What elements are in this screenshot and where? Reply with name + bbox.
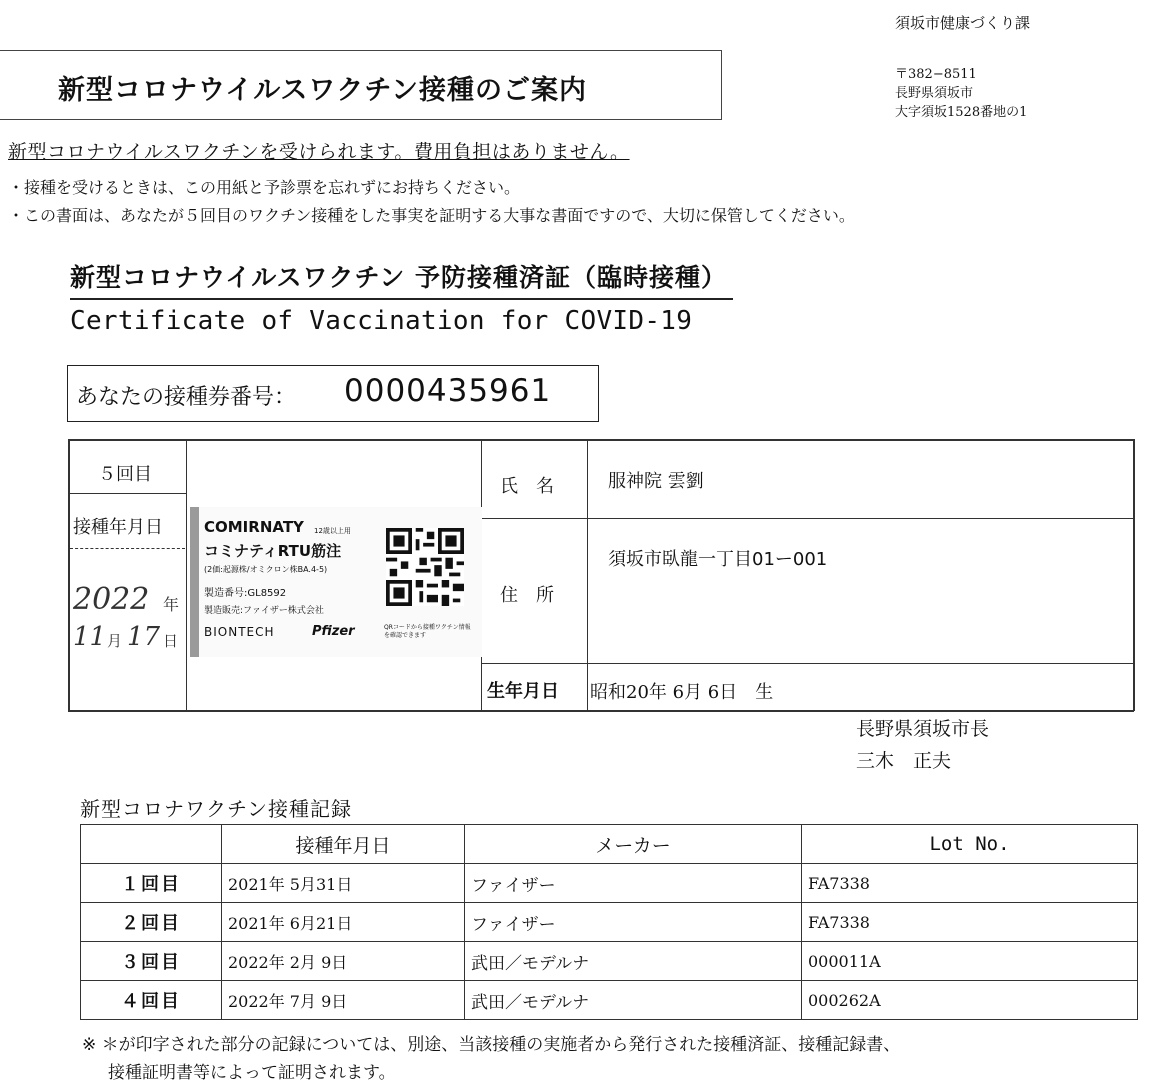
issuer-title: 長野県須坂市長 (856, 718, 990, 740)
sticker-product: コミナティRTU筋注 (204, 542, 342, 560)
handwritten-day: 17 (127, 622, 161, 652)
table-divider-address (481, 663, 1134, 664)
handwritten-month: 11 (73, 622, 107, 652)
department-name: 須坂市健康づくり課 (895, 14, 1031, 32)
row-lot: 000262A (802, 981, 1138, 1020)
row-date: 2022年 2月 9日 (222, 942, 465, 981)
row-date: 2022年 7月 9日 (222, 981, 465, 1020)
row-date: 2021年 5月31日 (222, 864, 465, 903)
table-divider-dashed (70, 548, 185, 549)
sticker-brand: COMIRNATY (204, 518, 304, 536)
ticket-number: 0000435961 (344, 373, 552, 409)
birthdate-label: 生年月日 (487, 681, 559, 702)
issuer-name: 三木 正夫 (856, 750, 952, 772)
row-label: ４回目 (81, 981, 222, 1020)
table-border-bottom (68, 710, 1134, 712)
table-divider-name (481, 518, 1134, 519)
sticker-edge (190, 507, 199, 657)
certificate-title-ja: 新型コロナウイルスワクチン 予防接種済証（臨時接種） (70, 258, 733, 300)
row-lot: FA7338 (802, 903, 1138, 942)
vaccination-date-label: 接種年月日 (73, 517, 163, 538)
address-value: 須坂市臥龍一丁目01ー001 (608, 549, 828, 570)
table-divider-col1 (186, 439, 187, 711)
birthdate-value: 昭和20年 6月 6日 生 (590, 682, 774, 703)
handwritten-day-unit: 日 (163, 632, 179, 650)
sticker-variant: (2価:起源株/オミクロン株BA.4-5) (204, 565, 328, 574)
record-title: 新型コロナワクチン接種記録 (80, 797, 352, 821)
row-maker: ファイザー (465, 864, 802, 903)
sticker-age-note: 12歳以上用 (314, 527, 351, 535)
table-row (81, 942, 1138, 981)
name-value: 服神院 雲劉 (608, 471, 704, 492)
address-city: 長野県須坂市 (895, 86, 974, 101)
handwritten-year: 2022 (73, 582, 150, 617)
table-divider-col3 (587, 439, 588, 711)
address-street: 大字須坂1528番地の1 (895, 105, 1028, 120)
table-border-top (68, 439, 1134, 441)
qr-note-2: を確認できます (384, 632, 427, 639)
name-label: 氏 名 (500, 476, 554, 497)
sticker-seller: 製造販売:ファイザー株式会社 (204, 606, 324, 616)
qr-note-1: QRコードから接種ワクチン情報 (384, 624, 471, 631)
notice-bullet-1: ・接種を受けるときは、この用紙と予診票を忘れずにお持ちください。 (8, 178, 521, 197)
table-border-right (1133, 439, 1135, 711)
notice-headline: 新型コロナウイルスワクチンを受けられます。費用負担はありません。 (8, 141, 630, 163)
office-address (895, 65, 1027, 122)
header-date: 接種年月日 (222, 825, 465, 864)
row-lot: FA7338 (802, 864, 1138, 903)
footnote-line-2: 接種証明書等によって証明されます。 (108, 1063, 396, 1083)
notice-bullet-2: ・この書面は、あなたが５回目のワクチン接種をした事実を証明する大事な書面ですので、大切に保管してください。 (8, 206, 855, 225)
row-label: １回目 (81, 864, 222, 903)
issuer-block (856, 713, 989, 777)
sticker-lot: 製造番号:GL8592 (204, 588, 287, 599)
table-border-left (68, 439, 70, 711)
header-maker: メーカー (465, 825, 802, 864)
pfizer-logo: Pfizer (312, 624, 355, 639)
ticket-number-label: あなたの接種券番号： (76, 385, 297, 410)
row-maker: ファイザー (465, 903, 802, 942)
qr-code-icon (386, 528, 464, 606)
row-lot: 000011A (802, 942, 1138, 981)
footnote (82, 1031, 900, 1087)
header-lot: Lot No. (802, 825, 1138, 864)
address-label: 住 所 (500, 585, 554, 606)
biontech-logo: BIONTECH (204, 625, 275, 639)
footnote-line-1: ※ ＊が印字された部分の記録については、別途、当該接種の実施者から発行された接種済証、接種記録書、 (82, 1035, 901, 1055)
address-postal: 〒382−8511 (895, 67, 977, 82)
page-title: 新型コロナウイルスワクチン接種のご案内 (58, 75, 588, 106)
handwritten-year-unit: 年 (163, 595, 180, 614)
table-divider-dose (68, 493, 187, 494)
row-label: ３回目 (81, 942, 222, 981)
certificate-title-en: Certificate of Vaccination for COVID-19 (70, 306, 693, 336)
handwritten-month-unit: 月 (107, 632, 123, 650)
dose-label: ５回目 (98, 464, 152, 485)
table-row (81, 864, 1138, 903)
vaccination-record-table (80, 824, 1138, 1020)
row-maker: 武田／モデルナ (465, 942, 802, 981)
row-label: ２回目 (81, 903, 222, 942)
table-header-row (81, 825, 1138, 864)
table-row (81, 903, 1138, 942)
row-maker: 武田／モデルナ (465, 981, 802, 1020)
row-date: 2021年 6月21日 (222, 903, 465, 942)
table-row (81, 981, 1138, 1020)
header-blank (81, 825, 222, 864)
